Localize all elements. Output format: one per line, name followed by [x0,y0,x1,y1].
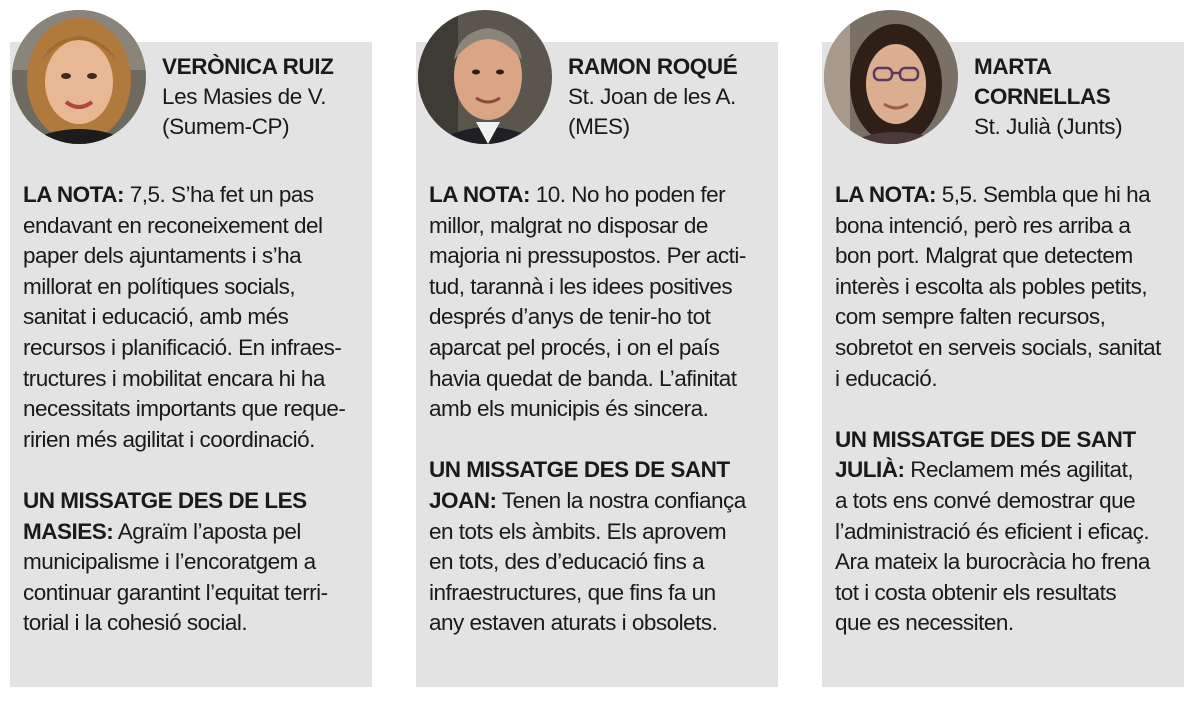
nota-line: sanitat i educació, amb més [23,304,289,330]
nota-line: recursos i planificació. En infraes- [23,334,342,360]
nota-line: aparcat pel procés, i on el país [429,334,720,360]
person-header-2 [568,52,770,142]
person-name: CORNELLAS [974,84,1111,109]
nota-line: bon port. Malgrat que detectem [835,243,1133,269]
person-name: RAMON ROQUÉ [568,54,738,79]
portrait-photo-1 [12,10,146,144]
person-header-3 [974,52,1176,142]
profile-card-1 [10,42,372,687]
nota-line: tud, tarannà i les idees positives [429,273,733,299]
nota-line: millor, malgrat no disposar de [429,212,708,238]
message-section [23,486,364,639]
message-line: infraestructures, que fins fa un [429,579,716,605]
message-label: JULIÀ: [835,457,905,483]
message-line: Ara mateix la burocràcia ho frena [835,549,1150,575]
message-line: any estaven aturats i obsolets. [429,610,718,636]
nota-line: millorat en polítiques socials, [23,273,296,299]
nota-line: majoria ni pressupostos. Per acti- [429,243,746,269]
person-town: Les Masies de V. [162,84,327,109]
nota-section [429,180,770,425]
message-label: JOAN: [429,487,497,513]
nota-line: després d’anys de tenir-ho tot [429,304,711,330]
nota-line: paper dels ajuntaments i s’ha [23,243,302,269]
nota-line: interès i escolta als pobles petits, [835,273,1148,299]
message-section [429,455,770,639]
message-line: MASIES: Agraïm l’aposta pel [23,518,301,544]
message-label: UN MISSATGE DES DE LES [23,487,307,513]
person-party: (Sumem-CP) [162,114,290,139]
nota-label: LA NOTA: [23,182,124,207]
portrait-photo-3 [824,10,958,144]
nota-line: amb els municipis és sincera. [429,396,709,422]
message-line: tot i costa obtenir els resultats [835,579,1117,605]
message-label: UN MISSATGE DES DE SANT [429,457,730,483]
message-line: que es necessiten. [835,610,1014,636]
person-header-1 [162,52,364,142]
nota-line: LA NOTA: 7,5. S’ha fet un pas [23,182,314,207]
nota-line: i educació. [835,365,938,391]
message-line: torial i la cohesió social. [23,610,248,636]
portrait-photo-2 [418,10,552,144]
nota-line: necessitats importants que reque- [23,396,346,422]
message-section [835,425,1176,639]
card-body-1 [23,180,364,639]
message-line: en tots els àmbits. Els aprovem [429,518,727,544]
person-name: VERÒNICA RUIZ [162,54,334,79]
person-town: St. Julià (Junts) [974,114,1123,139]
message-line: en tots, des d’educació fins a [429,549,705,575]
nota-line: tructures i mobilitat encara hi ha [23,365,325,391]
message-line: JOAN: Tenen la nostra confiança [429,487,746,513]
profile-card-3 [822,42,1184,687]
card-body-3 [835,180,1176,639]
profile-card-2 [416,42,778,687]
card-body-2 [429,180,770,639]
nota-line: endavant en reconeixement del [23,212,323,238]
message-line: municipalisme i l’encoratgem a [23,549,316,575]
person-name: MARTA [974,54,1052,79]
message-label: MASIES: [23,518,114,544]
nota-line: bona intenció, però res arriba a [835,212,1131,238]
nota-line: ririen més agilitat i coordinació. [23,426,315,452]
nota-line: sobretot en serveis socials, sanitat [835,334,1161,360]
message-line: a tots ens convé demostrar que [835,487,1136,513]
nota-line: com sempre falten recursos, [835,304,1106,330]
message-label: UN MISSATGE DES DE SANT [835,426,1136,452]
nota-section [23,180,364,455]
nota-label: LA NOTA: [835,182,936,207]
nota-label: LA NOTA: [429,182,530,207]
message-line: l’administració és eficient i eficaç. [835,518,1150,544]
person-town: St. Joan de les A. [568,84,736,109]
person-party: (MES) [568,114,630,139]
nota-section [835,180,1176,394]
nota-line: LA NOTA: 10. No ho poden fer [429,182,726,207]
nota-line: havia quedat de banda. L’afinitat [429,365,737,391]
message-line: JULIÀ: Reclamem més agilitat, [835,457,1134,483]
message-line: continuar garantint l’equitat terri- [23,579,328,605]
nota-line: LA NOTA: 5,5. Sembla que hi ha [835,182,1151,207]
